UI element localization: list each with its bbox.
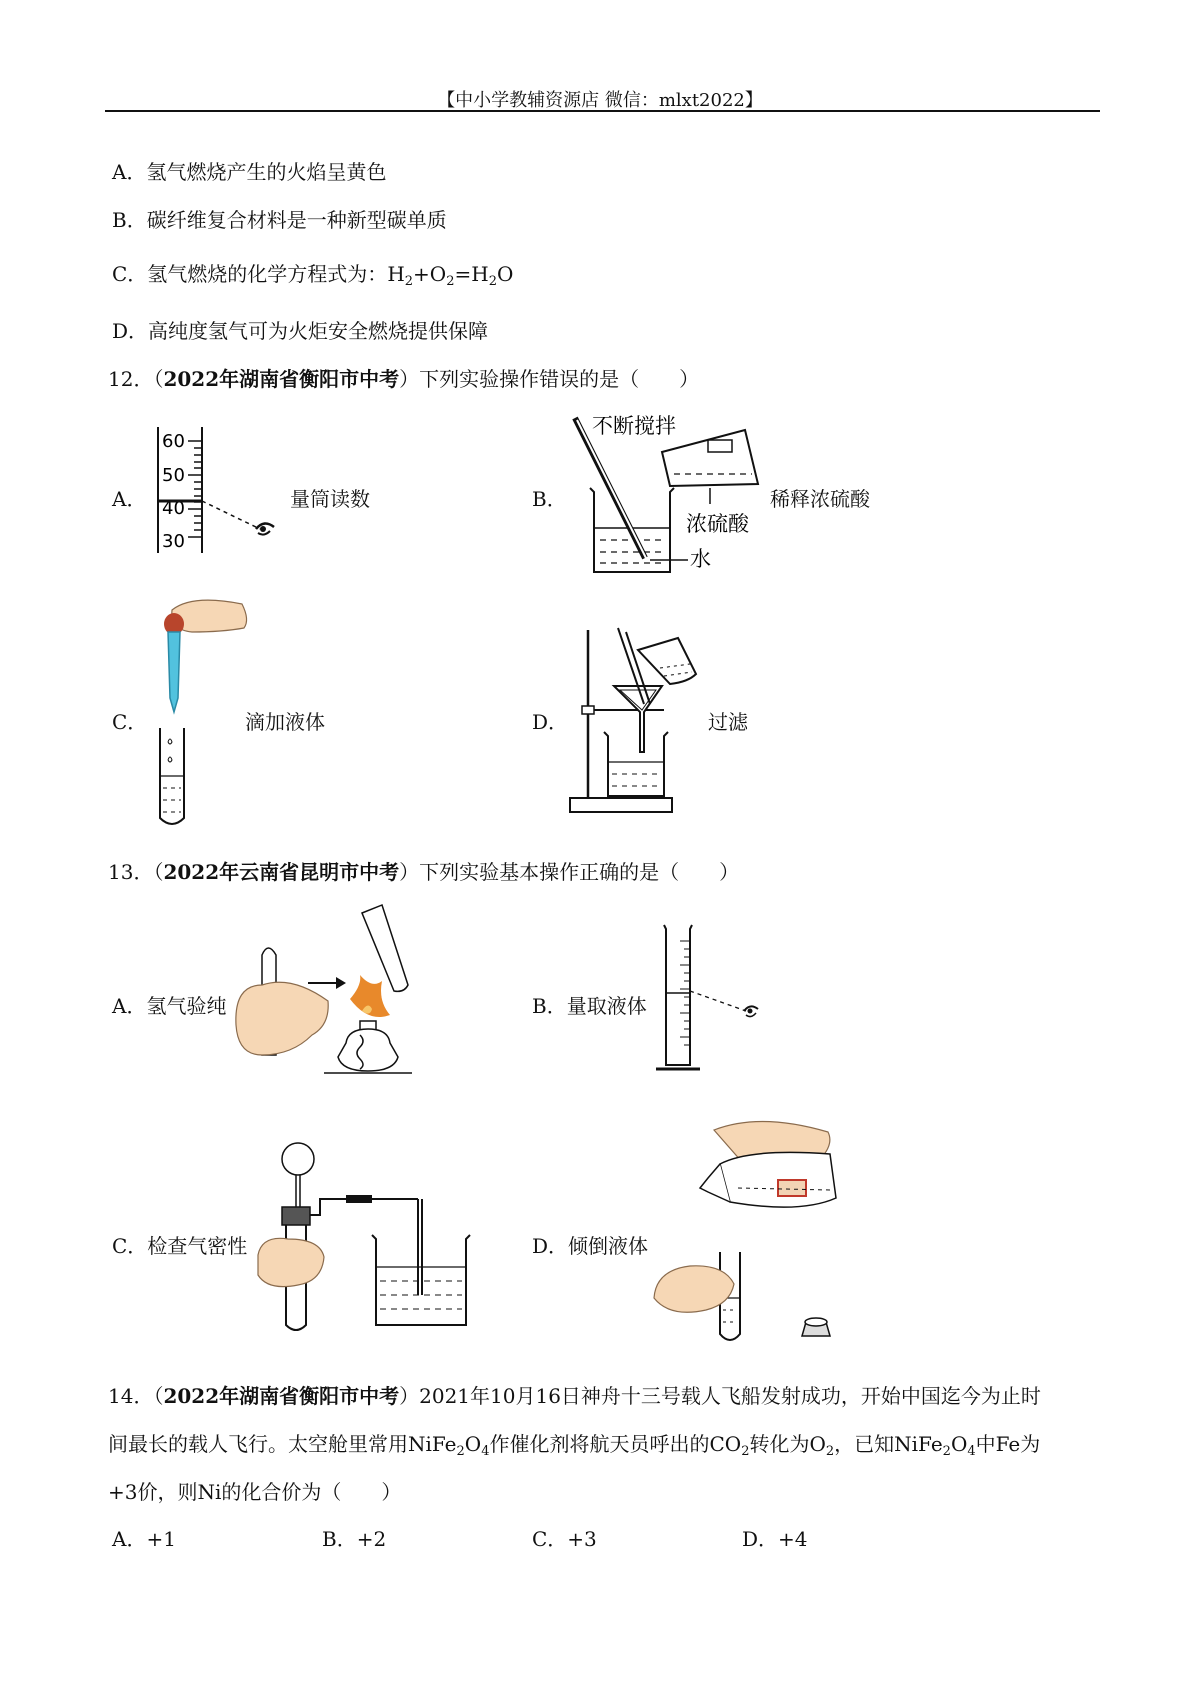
dilute-sulfuric-acid-figure: [570, 408, 780, 580]
tick-label: 40: [162, 498, 185, 519]
q12-option-d-letter[interactable]: D．: [532, 710, 569, 734]
q13-option-b[interactable]: B．量取液体: [532, 994, 647, 1018]
q13-stem: 13．（2022年云南省昆明市中考）下列实验基本操作正确的是（ ）: [108, 860, 740, 884]
svg-text:不断搅拌: 不断搅拌: [592, 414, 676, 438]
header-rule: [105, 110, 1100, 112]
q13-option-a[interactable]: A．氢气验纯: [112, 994, 227, 1018]
q14-option-d[interactable]: D．+4: [742, 1527, 808, 1551]
q12-source: 2022年湖南省衡阳市中考: [163, 367, 400, 391]
q11-option-b[interactable]: B．碳纤维复合材料是一种新型碳单质: [112, 208, 447, 232]
q13-source: 2022年云南省昆明市中考: [163, 860, 400, 884]
q11-option-c[interactable]: [112, 258, 513, 289]
q11-option-a[interactable]: A．氢气燃烧产生的火焰呈黄色: [112, 160, 387, 184]
q14-option-c[interactable]: C．+3: [532, 1527, 597, 1551]
page-header: 【中小学教辅资源店 微信：mlxt2022】: [437, 90, 763, 111]
svg-text:水: 水: [690, 547, 711, 571]
q11-equation: $H_2+O_2=H_2O$: [387, 262, 514, 289]
pour-liquid-figure: [650, 1118, 860, 1348]
q12-stem: 12．（2022年湖南省衡阳市中考）下列实验操作错误的是（ ）: [108, 367, 700, 391]
tick-label: 50: [162, 465, 185, 486]
air-tightness-check-figure: [258, 1135, 476, 1335]
q14-line-1: 14．（2022年湖南省衡阳市中考）2021年10月16日神舟十三号载人飞船发射成功，开始中国迄今为止时: [108, 1384, 1041, 1408]
tick-label: 60: [162, 431, 185, 452]
q12-option-c-letter[interactable]: C．: [112, 710, 148, 734]
q14-line-2: 间最长的载人飞行。太空舱里常用$NiFe_2O_4$作催化剂将航天员呼出的$CO_2$转化为$O_2$，已知$NiFe_2O_4$中Fe为: [108, 1432, 1041, 1459]
q12-option-c-caption: 滴加液体: [245, 710, 325, 734]
dropper-figure: [152, 598, 252, 830]
q14-source: 2022年湖南省衡阳市中考: [163, 1384, 400, 1408]
hydrogen-purity-test-figure: [232, 905, 432, 1075]
q11-option-c-text: C．氢气燃烧的化学方程式为：: [112, 262, 388, 286]
q12-option-b-letter[interactable]: B．: [532, 487, 567, 511]
q13-option-d[interactable]: D．倾倒液体: [532, 1234, 649, 1258]
eye-icon: [256, 523, 274, 534]
q11-option-d[interactable]: D．高纯度氢气可为火炬安全燃烧提供保障: [112, 319, 489, 343]
q12-option-b-caption: 稀释浓硫酸: [770, 487, 870, 511]
measure-liquid-figure: [650, 925, 780, 1075]
svg-text:浓硫酸: 浓硫酸: [686, 512, 749, 536]
q14-line-3: +3价，则Ni的化合价为（ ）: [108, 1480, 402, 1504]
q13-option-c[interactable]: C．检查气密性: [112, 1234, 248, 1258]
filtration-figure: [568, 620, 708, 816]
q12-option-a-caption: 量筒读数: [290, 487, 370, 511]
q14-option-a[interactable]: A．+1: [112, 1527, 176, 1551]
q12-option-a-letter[interactable]: A．: [112, 487, 147, 511]
q14-option-b[interactable]: B．+2: [322, 1527, 387, 1551]
graduated-cylinder-reading-figure: [150, 425, 290, 555]
q12-option-d-caption: 过滤: [708, 710, 748, 734]
tick-label: 30: [162, 531, 185, 552]
